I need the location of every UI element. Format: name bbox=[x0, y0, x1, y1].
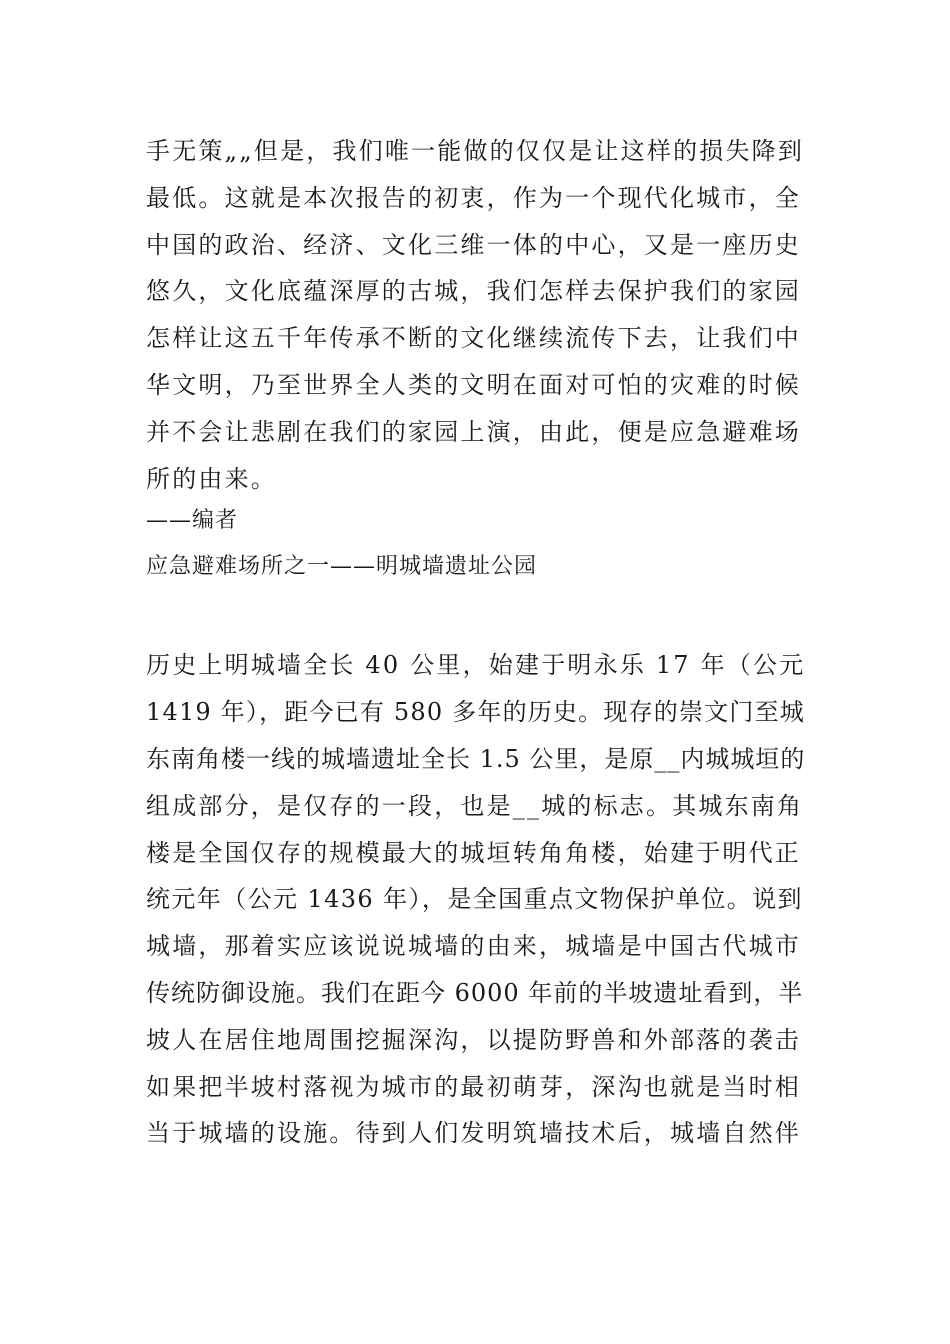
section-heading: 应急避难场所之一——明城墙遗址公园 bbox=[146, 554, 538, 580]
text-line: 怎样让这五千年传承不断的文化继续流传下去，让我们中 bbox=[146, 324, 801, 353]
text-line: 1419 年），距今已有 580 多年的历史。现存的崇文门至城 bbox=[146, 698, 805, 727]
text-line: 中国的政治、经济、文化三维一体的中心，又是一座历史 bbox=[146, 230, 801, 259]
body-paragraph bbox=[146, 642, 806, 1157]
text-line: 坡人在居住地周围挖掘深沟，以提防野兽和外部落的袭击 bbox=[146, 1025, 801, 1054]
text-line: 手无策„„但是，我们唯一能做的仅仅是让这样的损失降到 bbox=[146, 137, 805, 165]
text-line: 当于城墙的设施。待到人们发明筑墙技术后，城墙自然伴 bbox=[146, 1119, 801, 1148]
text-line: 历史上明城墙全长 40 公里，始建于明永乐 17 年（公元 bbox=[146, 651, 806, 680]
text-line: 统元年（公元 1436 年），是全国重点文物保护单位。说到 bbox=[146, 885, 803, 914]
text-line: 并不会让悲剧在我们的家园上演，由此，便是应急避难场 bbox=[146, 417, 801, 446]
text-line: 华文明，乃至世界全人类的文明在面对可怕的灾难的时候 bbox=[146, 370, 801, 399]
text-line: 如果把半坡村落视为城市的最初萌芽，深沟也就是当时相 bbox=[146, 1072, 801, 1101]
document-page bbox=[146, 128, 806, 1157]
text-line: 传统防御设施。我们在距今 6000 年前的半坡遗址看到，半 bbox=[146, 978, 804, 1007]
editor-signature: ——编者 bbox=[146, 508, 239, 534]
text-line: 城墙，那着实应该说说城墙的由来，城墙是中国古代城市 bbox=[146, 932, 801, 961]
intro-paragraph bbox=[146, 128, 806, 502]
text-line: 悠久，文化底蕴深厚的古城，我们怎样去保护我们的家园 bbox=[146, 277, 801, 306]
text-line: 最低。这就是本次报告的初衷，作为一个现代化城市，全 bbox=[146, 183, 801, 212]
text-line: 所的由来。 bbox=[146, 464, 277, 493]
text-line: 东南角楼一线的城墙遗址全长 1.5 公里，是原__内城城垣的 bbox=[146, 744, 806, 773]
text-line: 楼是全国仅存的规模最大的城垣转角角楼，始建于明代正 bbox=[146, 838, 801, 867]
text-line: 组成部分，是仅存的一段，也是__城的标志。其城东南角 bbox=[146, 791, 804, 820]
